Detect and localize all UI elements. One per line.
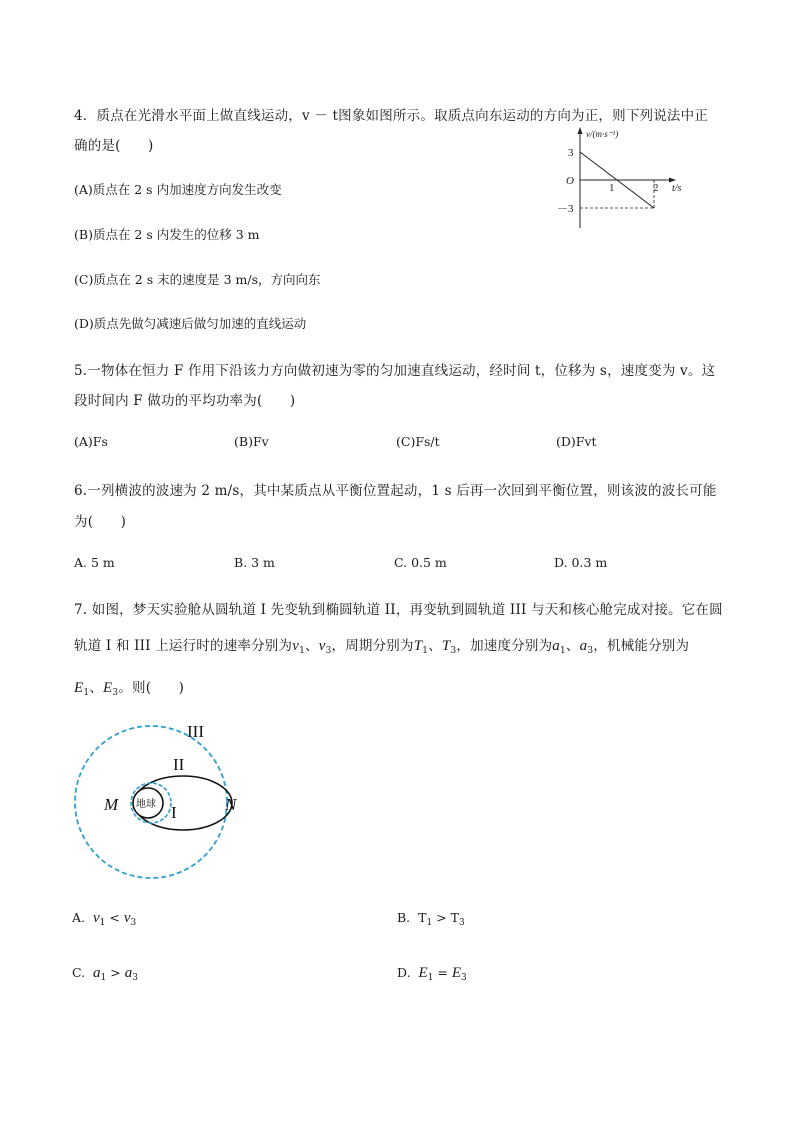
q4-vt-graph xyxy=(555,124,705,232)
q4-stem-line1: 4．质点在光滑水平面上做直线运动，v － t图象如图所示。取质点向东运动的方向为正，则下列说法中正 xyxy=(74,108,709,124)
earth-label: 地球 xyxy=(136,799,156,810)
q7-option-d: D. $E_1 = E_3$ xyxy=(397,965,467,983)
q6-option-b: B. 3 m xyxy=(234,555,275,570)
label-iii: III xyxy=(187,722,204,741)
q7-stem-line2: 轨道 I 和 III 上运行时的速率分别为$v_1$、$v_3$，周期分别为$T_1$、$T_3$，加速度分别为$a_1$、$a_3$，机械能分别为 xyxy=(74,638,690,656)
q6-stem-line2: 为( ) xyxy=(74,514,127,530)
x-axis-arrow xyxy=(669,178,676,183)
label-n: N xyxy=(225,795,237,814)
q5-option-b: (B)Fv xyxy=(234,434,269,449)
q4-option-a: (A)质点在 2 s 内加速度方向发生改变 xyxy=(74,182,282,197)
origin-label: O xyxy=(566,175,574,187)
x-axis-label: t/s xyxy=(672,183,682,194)
q7-stem-line1: 7. 如图，梦天实验舱从圆轨道 I 先变轨到椭圆轨道 II，再变轨到圆轨道 III 与天和核心舱完成对接。它在圆 xyxy=(74,602,723,618)
q5-option-c: (C)Fs/t xyxy=(396,434,440,449)
label-i: I xyxy=(171,803,177,822)
q7-option-a: A. $v_1 < v_3$ xyxy=(72,910,137,928)
q7-stem-line3: $E_1$、$E_3$。则( ) xyxy=(74,680,185,698)
y-tick-neg3: －3 xyxy=(557,203,574,215)
q7-option-b: B. $T_1 > T_3$ xyxy=(397,910,465,928)
q6-option-d: D. 0.3 m xyxy=(554,555,608,570)
q4-option-c: (C)质点在 2 s 末的速度是 3 m/s，方向向东 xyxy=(74,272,321,287)
q5-option-d: (D)Fvt xyxy=(556,434,597,449)
q6-option-c: C. 0.5 m xyxy=(394,555,447,570)
q7-orbit-diagram xyxy=(70,715,255,885)
label-m: M xyxy=(104,795,119,814)
x-tick-1: 1 xyxy=(609,182,615,194)
q4-stem-line2: 确的是( ) xyxy=(74,138,154,154)
label-ii: II xyxy=(173,755,185,774)
y-axis-arrow xyxy=(578,127,583,134)
q4-option-d: (D)质点先做匀减速后做匀加速的直线运动 xyxy=(74,316,307,331)
q7-option-c: C. $a_1 > a_3$ xyxy=(72,965,138,983)
q6-option-a: A. 5 m xyxy=(74,555,115,570)
q5-option-a: (A)Fs xyxy=(74,434,108,449)
q4-option-b: (B)质点在 2 s 内发生的位移 3 m xyxy=(74,227,260,242)
q5-stem-line1: 5.一物体在恒力 F 作用下沿该力方向做初速为零的匀加速直线运动，经时间 t，位移为 s，速度变为 v。这 xyxy=(74,363,716,379)
y-tick-3: 3 xyxy=(568,147,574,159)
q6-stem-line1: 6.一列横波的波速为 2 m/s，其中某质点从平衡位置起动，1 s 后再一次回到平衡位置，则该波的波长可能 xyxy=(74,483,717,499)
y-axis-label: v/(m·s⁻¹) xyxy=(586,129,619,139)
q5-stem-line2: 段时间内 F 做功的平均功率为( ) xyxy=(74,393,296,409)
x-tick-2: 2 xyxy=(653,182,659,194)
